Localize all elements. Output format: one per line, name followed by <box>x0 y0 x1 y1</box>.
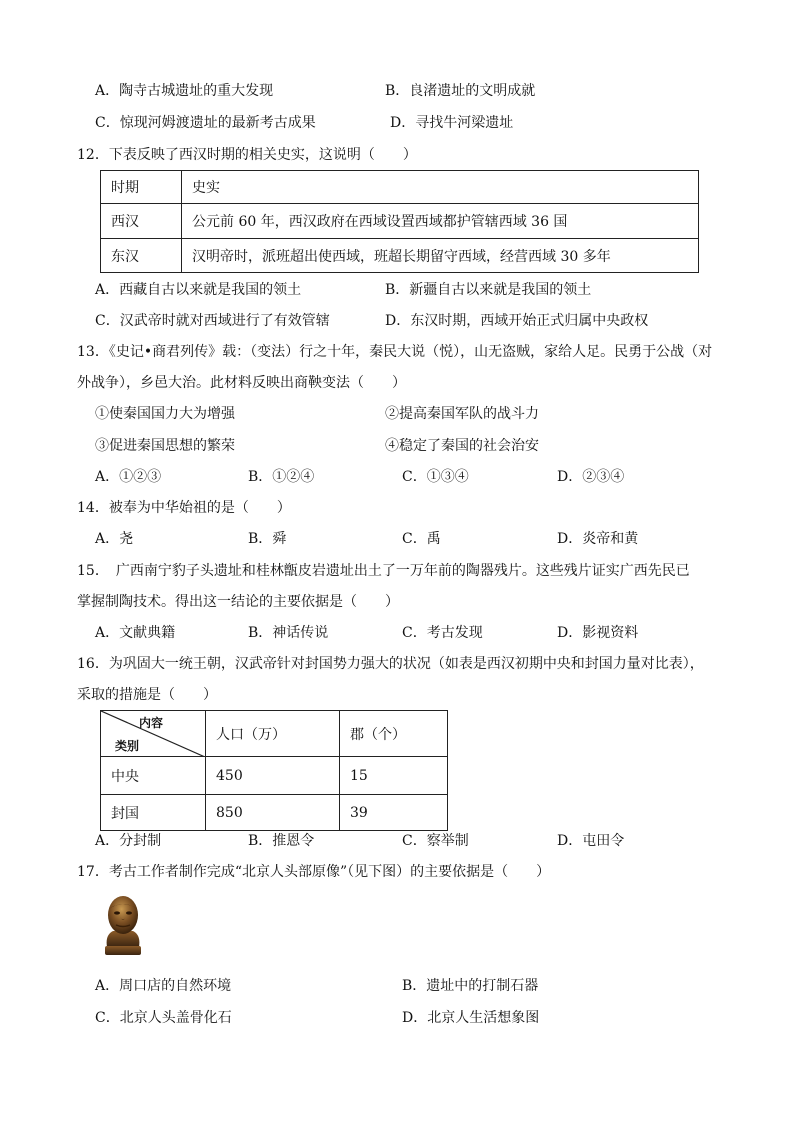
q11-option-a: A．陶寺古城遗址的重大发现 <box>95 83 274 99</box>
q15-stem-line2: 掌握制陶技术。得出这一结论的主要依据是（ ） <box>77 594 399 610</box>
table-cell: 中央 <box>101 757 206 795</box>
q17-stem: 17．考古工作者制作完成“北京人头部原像”（见下图）的主要依据是（ ） <box>77 864 551 880</box>
table-cell: 39 <box>340 795 448 831</box>
q11-option-b: B．良渚遗址的文明成就 <box>385 83 536 99</box>
q12-option-a: A．西藏自古以来就是我国的领土 <box>95 282 302 298</box>
q13-item-2: ②提高秦国军队的战斗力 <box>385 406 539 422</box>
q15-stem-line1: 15． 广西南宁豹子头遗址和桂林甑皮岩遗址出土了一万年前的陶器残片。这些残片证实广西先民已 <box>77 563 690 579</box>
q16-stem-line1: 16．为巩固大一统王朝，汉武帝针对封国势力强大的状况（如表是西汉初期中央和封国力量对比表）， <box>77 656 704 672</box>
q12-stem: 12．下表反映了西汉时期的相关史实，这说明（ ） <box>77 147 417 163</box>
corner-top-label: 内容 <box>138 716 163 730</box>
q14-stem: 14．被奉为中华始祖的是（ ） <box>77 500 291 516</box>
q13-item-1: ①使秦国国力大为增强 <box>95 406 235 422</box>
corner-bottom-label: 类别 <box>115 739 140 753</box>
q14-option-d: D．炎帝和黄 <box>557 531 639 547</box>
q17-option-a: A．周口店的自然环境 <box>95 978 232 994</box>
table-row <box>101 204 699 239</box>
q15-option-c: C．考古发现 <box>402 625 483 641</box>
table-cell: 公元前 60 年，西汉政府在西域设置西域都护管辖西域 36 国 <box>182 204 699 239</box>
table-row <box>101 711 448 757</box>
q13-option-a: A．①②③ <box>95 469 162 485</box>
table-header-cell: 时期 <box>101 171 182 204</box>
table-row <box>101 757 448 795</box>
q13-stem-line2: 外战争），乡邑大治。此材料反映出商鞅变法（ ） <box>77 375 406 391</box>
q13-option-c: C．①③④ <box>402 469 469 485</box>
peking-man-bust-image <box>93 891 153 957</box>
table-cell: 东汉 <box>101 239 182 273</box>
q13-item-3: ③促进秦国思想的繁荣 <box>95 438 235 454</box>
table-cell: 封国 <box>101 795 206 831</box>
table-row <box>101 171 699 204</box>
table-cell: 850 <box>206 795 340 831</box>
q13-stem-line1: 13．《史记•商君列传》载：（变法）行之十年，秦民大说（悦），山无盗贼，家给人足。民勇于公战（对 <box>77 344 713 360</box>
q14-option-b: B．舜 <box>248 531 287 547</box>
q13-item-4: ④稳定了秦国的社会治安 <box>385 438 539 454</box>
table-cell: 15 <box>340 757 448 795</box>
q16-option-c: C．察举制 <box>402 833 469 849</box>
q11-option-c: C．惊现河姆渡遗址的最新考古成果 <box>95 115 316 131</box>
q16-option-b: B．推恩令 <box>248 833 315 849</box>
table-cell: 西汉 <box>101 204 182 239</box>
q15-option-d: D．影视资料 <box>557 625 639 641</box>
table-row <box>101 795 448 831</box>
q17-option-c: C．北京人头盖骨化石 <box>95 1010 232 1026</box>
q16-option-a: A．分封制 <box>95 833 162 849</box>
q15-option-a: A．文献典籍 <box>95 625 176 641</box>
q16-table <box>100 710 448 831</box>
q15-option-b: B．神话传说 <box>248 625 329 641</box>
q13-option-b: B．①②④ <box>248 469 315 485</box>
q16-stem-line2: 采取的措施是（ ） <box>77 687 217 703</box>
table-cell: 汉明帝时，派班超出使西域，班超长期留守西域，经营西域 30 多年 <box>182 239 699 273</box>
table-row <box>101 239 699 273</box>
q14-option-a: A．尧 <box>95 531 134 547</box>
table-corner-cell <box>101 711 206 757</box>
q12-table <box>100 170 699 273</box>
q17-option-b: B．遗址中的打制石器 <box>402 978 539 994</box>
q11-option-d: D．寻找牛河梁遗址 <box>390 115 514 131</box>
q12-option-b: B．新疆自古以来就是我国的领土 <box>385 282 592 298</box>
q16-option-d: D．屯田令 <box>557 833 625 849</box>
table-header-cell: 史实 <box>182 171 699 204</box>
q12-option-c: C．汉武帝时就对西域进行了有效管辖 <box>95 313 330 329</box>
q13-option-d: D．②③④ <box>557 469 625 485</box>
q12-option-d: D．东汉时期，西域开始正式归属中央政权 <box>385 313 649 329</box>
table-header-cell: 人口（万） <box>206 711 340 757</box>
table-header-cell: 郡（个） <box>340 711 448 757</box>
table-cell: 450 <box>206 757 340 795</box>
q17-option-d: D．北京人生活想象图 <box>402 1010 540 1026</box>
q14-option-c: C．禹 <box>402 531 441 547</box>
